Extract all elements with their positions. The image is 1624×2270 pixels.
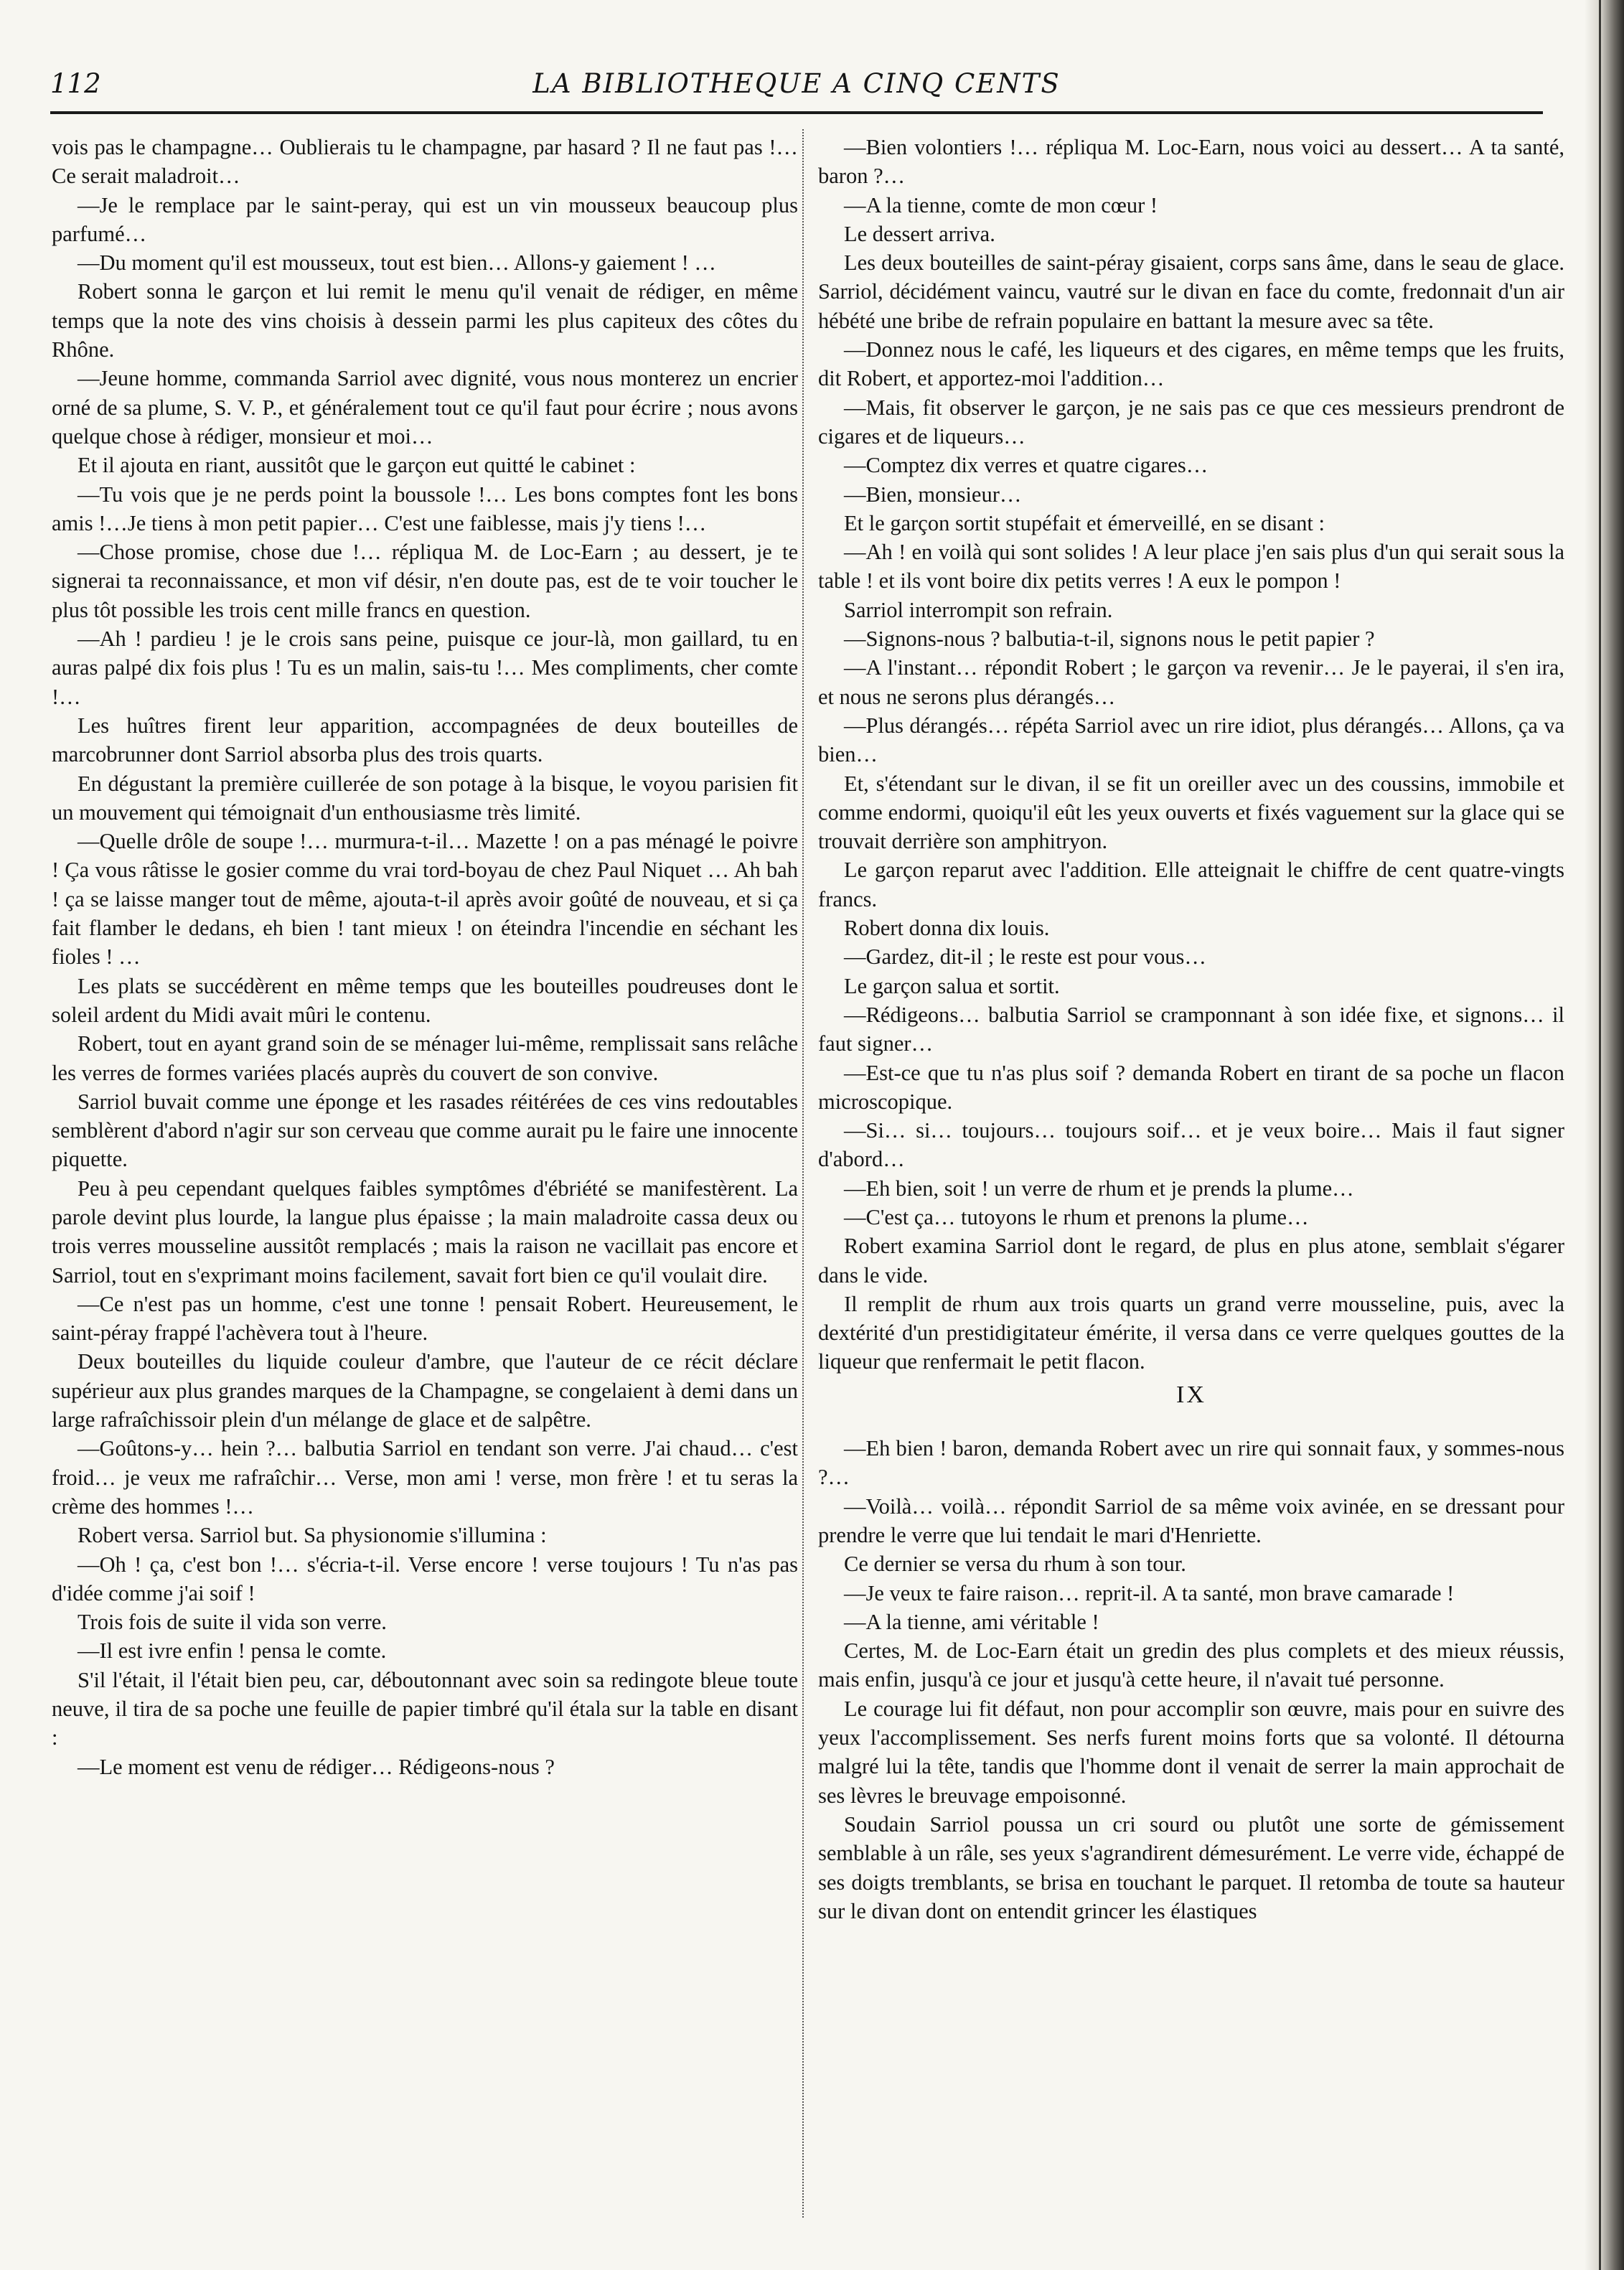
paragraph: Robert sonna le garçon et lui remit le menu qu'il venait de rédiger, en même temps que la note des vins choisis à dessein parmi les plus capiteux des côtes du Rhône. [52, 279, 798, 362]
paragraph: —Je veux te faire raison… reprit-il. A ta santé, mon brave camarade ! [844, 1580, 1455, 1605]
paragraph: Peu à peu cependant quelques faibles symptômes d'ébriété se manifestèrent. La parole devint plus lourde, la langue plus épaisse ; la main maladroite cassa deux ou trois verres mousseline aussitôt remplacés ; mais la raison ne vacillait pas encore et Sarriol, tout en s'exprimant moins facilement, savait fort bien ce qu'il voulait dire. [52, 1176, 798, 1288]
paragraph: —Mais, fit observer le garçon, je ne sais pas ce que ces messieurs prendront de cigares et de liqueurs… [818, 395, 1564, 449]
column-divider [802, 129, 804, 2218]
left-column [52, 133, 798, 1781]
paragraph: —Gardez, dit-il ; le reste est pour vous… [844, 944, 1206, 970]
paragraph: —Ce n'est pas un homme, c'est une tonne ! pensait Robert. Heureusement, le saint-péray frappé l'achèvera tout à l'heure. [52, 1291, 798, 1346]
paragraph: —Jeune homme, commanda Sarriol avec dignité, vous nous monterez un encrier orné de sa plume, S. V. P., et généralement tout ce qu'il faut pour écrire ; nous avons quelque chose à rédiger, monsieur et moi… [52, 366, 798, 449]
page-edge [1585, 0, 1624, 2270]
paragraph: —Voilà… voilà… répondit Sarriol de sa même voix avinée, en se dressant pour prendre le verre que lui tendait le mari d'Henriette. [818, 1493, 1564, 1547]
paragraph: vois pas le champagne… Oublierais tu le champagne, par hasard ? Il ne faut pas !… Ce serait maladroit… [52, 135, 798, 189]
paragraph: —Chose promise, chose due !… répliqua M. de Loc-Earn ; au dessert, je te signerai ta reconnaissance, et mon vif désir, n'en doute pas, est de te voir toucher le plus tôt possible les trois cent mille francs en question. [52, 540, 798, 622]
paragraph: —Plus dérangés… répéta Sarriol avec un rire idiot, plus dérangés… Allons, ça va bien… [818, 713, 1564, 767]
paragraph: Et, s'étendant sur le divan, il se fit un oreiller avec un des coussins, immobile et comme endormi, quoiqu'il eût les yeux ouverts et fixés vaguement sur la glace qui se trouvait derrière son amphitryon. [818, 771, 1564, 854]
paragraph: —A la tienne, ami véritable ! [844, 1609, 1099, 1634]
paragraph: —Ah ! en voilà qui sont solides ! A leur place j'en sais plus d'un qui serait sous la table ! et ils vont boire dix petits verres ! A eux le pompon ! [818, 540, 1564, 594]
paragraph: Le garçon salua et sortit. [844, 973, 1060, 998]
paragraph: Les huîtres firent leur apparition, accompagnées de deux bouteilles de marcobrunner dont Sarriol absorba plus des trois quarts. [52, 713, 798, 767]
paragraph: —Eh bien ! baron, demanda Robert avec un rire qui sonnait faux, y sommes-nous ?… [818, 1436, 1564, 1490]
paragraph: —Le moment est venu de rédiger… Rédigeons-nous ? [78, 1754, 555, 1779]
paragraph: —Comptez dix verres et quatre cigares… [844, 453, 1208, 478]
paragraph: —Je le remplace par le saint-peray, qui est un vin mousseux beaucoup plus parfumé… [52, 192, 798, 246]
paragraph: Le dessert arriva. [844, 221, 995, 246]
paragraph: —Signons-nous ? balbutia-t-il, signons nous le petit papier ? [844, 627, 1375, 652]
paragraph: S'il l'était, il l'était bien peu, car, déboutonnant avec soin sa redingote bleue toute neuve, il tira de sa poche une feuille de papier timbré qu'il étala sur la table en disant : [52, 1667, 798, 1750]
paragraph: —Goûtons-y… hein ?… balbutia Sarriol en tendant son verre. J'ai chaud… c'est froid… je veux me rafraîchir… Verse, mon ami ! verse, mon frère ! et tu seras la crème des hommes !… [52, 1436, 798, 1519]
paragraph: Certes, M. de Loc-Earn était un gredin des plus complets et des mieux réussis, mais enfin, jusqu'à ce jour et jusqu'à cette heure, il n'avait tué personne. [818, 1638, 1564, 1692]
paragraph: Les plats se succédèrent en même temps que les bouteilles poudreuses dont le soleil ardent du Midi avait mûri le contenu. [52, 973, 798, 1027]
paragraph: —Bien, monsieur… [844, 482, 1022, 507]
paragraph: Robert examina Sarriol dont le regard, de plus en plus atone, semblait s'égarer dans le vide. [818, 1234, 1564, 1288]
paragraph: En dégustant la première cuillerée de son potage à la bisque, le voyou parisien fit un mouvement qui témoignait d'un enthousiasme très limité. [52, 771, 798, 825]
paragraph: Ce dernier se versa du rhum à son tour. [844, 1552, 1186, 1577]
paragraph: —A la tienne, comte de mon cœur ! [844, 192, 1158, 217]
paragraph: —Oh ! ça, c'est bon !… s'écria-t-il. Verse encore ! verse toujours ! Tu n'as pas d'idée comme j'ai soif ! [52, 1552, 798, 1605]
paragraph: Trois fois de suite il vida son verre. [78, 1610, 387, 1635]
paragraph: —Est-ce que tu n'as plus soif ? demanda Robert en tirant de sa poche un flacon microscopique. [818, 1060, 1564, 1114]
paragraph: Robert versa. Sarriol but. Sa physionomie s'illumina : [78, 1523, 547, 1548]
paragraph: —Donnez nous le café, les liqueurs et des cigares, en même temps que les fruits, dit Robert, et apportez-moi l'addition… [818, 337, 1564, 391]
paragraph: Robert, tout en ayant grand soin de se ménager lui-même, remplissait sans relâche les verres de formes variées placés auprès du couvert de son convive. [52, 1031, 798, 1085]
paragraph: —Eh bien, soit ! un verre de rhum et je prends la plume… [844, 1176, 1354, 1201]
paragraph: —Bien volontiers !… répliqua M. Loc-Earn, nous voici au dessert… A ta santé, baron ?… [818, 135, 1564, 189]
running-title: LA BIBLIOTHEQUE A CINQ CENTS [532, 68, 1061, 99]
page-number: 112 [50, 68, 101, 99]
paragraph: Le courage lui fit défaut, non pour accomplir son œuvre, mais pour en suivre des yeux l'accomplissement. Ses nerfs furent moins forts que sa volonté. Il détourna malgré lui la tête, tandis que l'homme dont il venait de serrer la main approchait de ses lèvres le breuvage empoisonné. [818, 1696, 1564, 1808]
paragraph: —Rédigeons… balbutia Sarriol se cramponnant à son idée fixe, et signons… il faut signer… [818, 1002, 1564, 1056]
binding-line [1599, 0, 1601, 2270]
paragraph: Et il ajouta en riant, aussitôt que le garçon eut quitté le cabinet : [78, 453, 636, 478]
paragraph: —Il est ivre enfin ! pensa le comte. [78, 1638, 387, 1664]
paragraph: —Quelle drôle de soupe !… murmura-t-il… Mazette ! on a pas ménagé le poivre ! Ça vous râtisse le gosier comme du vrai tord-boyau de chez Paul Niquet … Ah bah ! ça se laisse manger tout de même, ajouta-t-il après avoir goûté de nouveau, et si ça fait flamber le dedans, eh bien ! tant mieux ! on éteindra l'incendie en séchant les fioles ! … [52, 829, 798, 970]
paragraph: —Tu vois que je ne perds point la boussole !… Les bons comptes font les bons amis !…Je tiens à mon petit papier… C'est une faiblesse, mais j'y tiens !… [52, 482, 798, 535]
right-column [818, 133, 1564, 1926]
paragraph: —C'est ça… tutoyons le rhum et prenons la plume… [844, 1204, 1309, 1229]
section-heading: IX [1176, 1381, 1206, 1408]
paragraph: —Ah ! pardieu ! je le crois sans peine, puisque ce jour-là, mon gaillard, tu en auras palpé dix fois plus ! Tu es un malin, sais-tu !… Mes compliments, cher comte !… [52, 627, 798, 709]
paragraph: Soudain Sarriol poussa un cri sourd ou plutôt une sorte de gémissement semblable à un râle, ses yeux s'agrandirent démesurément. Le verre vide, échappé de ses doigts tremblants, se brisa en touchant le parquet. Il retomba de toute sa hauteur sur le divan dont on entendit grincer les élastiques [818, 1811, 1564, 1923]
paragraph: Il remplit de rhum aux trois quarts un grand verre mousseline, puis, avec la dextérité d'un prestidigitateur émérite, il versa dans ce verre quelques gouttes de la liqueur que renfermait le petit flacon. [818, 1291, 1564, 1374]
paragraph: Le garçon reparut avec l'addition. Elle atteignait le chiffre de cent quatre-vingts francs. [818, 858, 1564, 911]
paragraph: Sarriol buvait comme une éponge et les rasades réitérées de ces vins redoutables semblèrent d'abord n'agir sur son cerveau que comme aurait pu le faire une innocente piquette. [52, 1089, 798, 1172]
paragraph: —A l'instant… répondit Robert ; le garçon va revenir… Je le payerai, il s'en ira, et nous ne serons plus dérangés… [818, 655, 1564, 709]
paragraph: Sarriol interrompit son refrain. [844, 597, 1113, 622]
paragraph: —Du moment qu'il est mousseux, tout est bien… Allons-y gaiement ! … [78, 250, 716, 276]
paragraph: Deux bouteilles du liquide couleur d'ambre, que l'auteur de ce récit déclare supérieur aux plus grandes marques de la Champagne, se congelaient à demi dans un large rafraîchissoir plein d'un mélange de glace et de salpêtre. [52, 1349, 798, 1432]
page-header [50, 68, 1543, 104]
paragraph: Les deux bouteilles de saint-péray gisaient, corps sans âme, dans le seau de glace. Sarriol, décidément vaincu, vautré sur le divan en face du comte, fredonnait d'un air hébété une bribe de refrain populaire en battant la mesure avec sa tête. [818, 250, 1564, 333]
paragraph: Robert donna dix louis. [844, 916, 1050, 941]
paragraph: —Si… si… toujours… toujours soif… et je veux boire… Mais il faut signer d'abord… [818, 1118, 1564, 1172]
paragraph: Et le garçon sortit stupéfait et émerveillé, en se disant : [844, 510, 1325, 535]
header-rule [50, 111, 1543, 114]
